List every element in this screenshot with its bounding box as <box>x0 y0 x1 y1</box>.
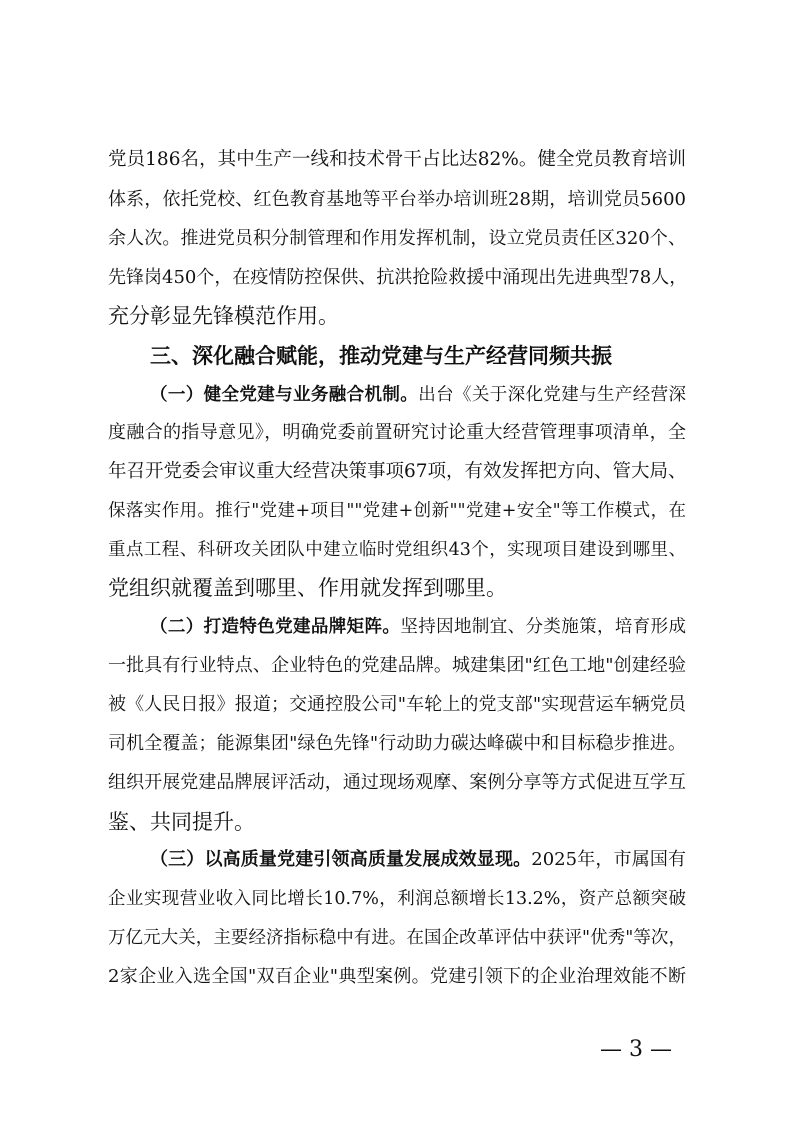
text-line: 党组织就覆盖到哪里、作用就发挥到哪里。 <box>108 576 507 600</box>
paragraph-text: 出台《关于深化党建与生产经营深 <box>418 385 687 405</box>
text-line: 2家企业入选全国"双百企业"典型案例。党建引领下的企业治理效能不断 <box>108 966 686 987</box>
paragraph-line <box>150 613 686 641</box>
paragraph-line <box>150 381 686 409</box>
paragraph-title: （三）以高质量党建引领高质量发展成效显现。 <box>150 849 532 870</box>
paragraph-text: 2025年，市属国有 <box>531 849 687 870</box>
paragraph-title: （二）打造特色党建品牌矩阵。 <box>150 617 401 637</box>
text-line: 被《人民日报》报道；交通控股公司"车轮上的党支部"实现营运车辆党员 <box>108 694 686 715</box>
text-line: 度融合的指导意见》，明确党委前置研究讨论重大经营管理事项清单，全 <box>108 422 686 443</box>
text-line: 体系，依托党校、红色教育基地等平台举办培训班28期，培训党员5600 <box>108 189 686 210</box>
text-line: 保落实作用。推行"党建+项目""党建+创新""党建+安全"等工作模式，在 <box>108 501 686 521</box>
text-line: 企业实现营业收入同比增长10.7%，利润总额增长13.2%，资产总额突破 <box>108 889 686 909</box>
text-line: 鉴、共同提升。 <box>108 810 255 834</box>
text-line: 重点工程、科研攻关团队中建立临时党组织43个，实现项目建设到哪里、 <box>108 540 686 560</box>
paragraph-line <box>150 846 686 874</box>
text-line: 组织开展党建品牌展评活动，通过现场观摩、案例分享等方式促进互学互 <box>108 772 686 793</box>
text-line: 万亿元大关，主要经济指标稳中有进。在国企改革评估中获评"优秀"等次， <box>108 928 686 948</box>
text-line: 年召开党委会审议重大经营决策事项67项，有效发挥把方向、管大局、 <box>108 461 687 482</box>
text-line: 先锋岗450个，在疫情防控保供、抗洪抢险救援中涌现出先进典型78人， <box>108 267 688 288</box>
paragraph-text: 坚持因地制宜、分类施策，培育形成 <box>400 617 687 637</box>
section-heading: 三、深化融合赋能，推动党建与生产经营同频共振 <box>150 344 612 368</box>
paragraph-title: （一）健全党建与业务融合机制。 <box>150 385 419 405</box>
page-number: — 3 — <box>600 1037 672 1062</box>
text-line: 党员186名，其中生产一线和技术骨干占比达82%。健全党员教育培训 <box>108 149 686 170</box>
text-line: 余人次。推进党员积分制管理和作用发挥机制，设立党员责任区320个、 <box>108 228 686 249</box>
text-line: 一批具有行业特点、企业特色的党建品牌。城建集团"红色工地"创建经验 <box>108 655 686 676</box>
text-line: 司机全覆盖；能源集团"绿色先锋"行动助力碳达峰碳中和目标稳步推进。 <box>108 733 686 754</box>
text-line: 充分彰显先锋模范作用。 <box>108 304 339 328</box>
